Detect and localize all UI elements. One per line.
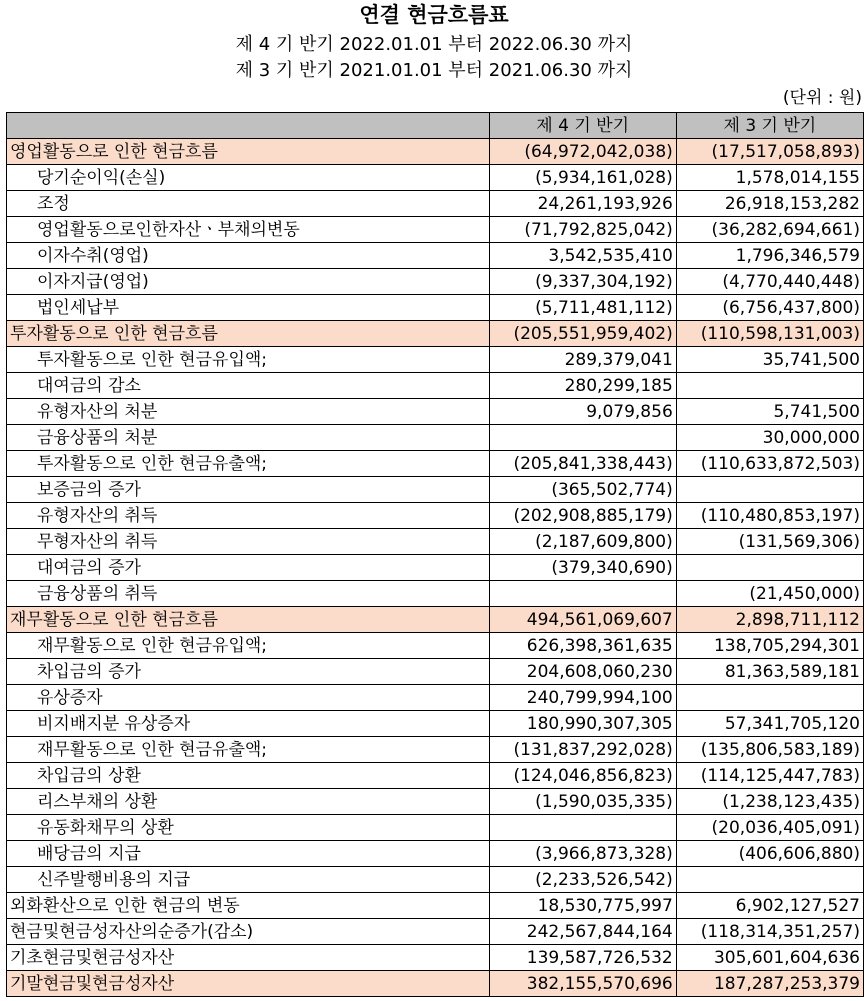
- row-label: 신주발행비용의 지급: [7, 867, 490, 893]
- table-row: [7, 867, 864, 893]
- current-period-value: 280,299,185: [489, 373, 676, 399]
- table-row: [7, 529, 864, 555]
- table-row: [7, 685, 864, 711]
- current-period-value: (5,711,481,112): [489, 295, 676, 321]
- table-row: [7, 373, 864, 399]
- table-row: [7, 919, 864, 945]
- prior-period-value: (110,633,872,503): [676, 451, 863, 477]
- prior-period-value: [676, 867, 863, 893]
- prior-period-value: (110,598,131,003): [676, 321, 863, 347]
- prior-period-value: (118,314,351,257): [676, 919, 863, 945]
- table-row: [7, 139, 864, 165]
- row-label: 금융상품의 취득: [7, 581, 490, 607]
- statement-title: 연결 현금흐름표: [359, 2, 509, 27]
- row-label: 유형자산의 취득: [7, 503, 490, 529]
- current-period-value: 494,561,069,607: [489, 607, 676, 633]
- row-label: 투자활동으로 인한 현금흐름: [7, 321, 490, 347]
- cash-flow-table: [6, 112, 864, 997]
- table-row: [7, 971, 864, 997]
- prior-period-value: 5,741,500: [676, 399, 863, 425]
- header-current-period: 제 4 기 반기: [489, 113, 676, 139]
- current-period-value: (71,792,825,042): [489, 217, 676, 243]
- prior-period-value: (406,606,880): [676, 841, 863, 867]
- current-period-value: (64,972,042,038): [489, 139, 676, 165]
- current-period-value: (205,841,338,443): [489, 451, 676, 477]
- row-label: 투자활동으로 인한 현금유출액;: [7, 451, 490, 477]
- prior-period-value: 305,601,604,636: [676, 945, 863, 971]
- prior-period-value: 81,363,589,181: [676, 659, 863, 685]
- row-label: 영업활동으로인한자산ㆍ부채의변동: [7, 217, 490, 243]
- table-row: [7, 711, 864, 737]
- row-label: 영업활동으로 인한 현금흐름: [7, 139, 490, 165]
- current-period-value: [489, 425, 676, 451]
- current-period-value: (365,502,774): [489, 477, 676, 503]
- row-label: 투자활동으로 인한 현금유입액;: [7, 347, 490, 373]
- prior-period-value: [676, 555, 863, 581]
- row-label: 유상증자: [7, 685, 490, 711]
- table-row: [7, 789, 864, 815]
- table-row: [7, 165, 864, 191]
- row-label: 재무활동으로 인한 현금유입액;: [7, 633, 490, 659]
- table-row: [7, 737, 864, 763]
- table-row: [7, 815, 864, 841]
- prior-period-value: 26,918,153,282: [676, 191, 863, 217]
- prior-period-value: 187,287,253,379: [676, 971, 863, 997]
- row-label: 대여금의 증가: [7, 555, 490, 581]
- prior-period-value: (21,450,000): [676, 581, 863, 607]
- current-period-value: (131,837,292,028): [489, 737, 676, 763]
- row-label: 차입금의 상환: [7, 763, 490, 789]
- prior-period-value: (110,480,853,197): [676, 503, 863, 529]
- row-label: 리스부채의 상환: [7, 789, 490, 815]
- table-row: [7, 217, 864, 243]
- current-period-value: (3,966,873,328): [489, 841, 676, 867]
- current-period-value: 24,261,193,926: [489, 191, 676, 217]
- prior-period-value: [676, 477, 863, 503]
- prior-period-value: (1,238,123,435): [676, 789, 863, 815]
- header-prior-period: 제 3 기 반기: [676, 113, 863, 139]
- current-period-value: (202,908,885,179): [489, 503, 676, 529]
- row-label: 법인세납부: [7, 295, 490, 321]
- current-period-value: [489, 581, 676, 607]
- prior-period-value: 35,741,500: [676, 347, 863, 373]
- period-current: 제 4 기 반기 2022.01.01 부터 2022.06.30 까지: [235, 34, 633, 55]
- prior-period-value: 138,705,294,301: [676, 633, 863, 659]
- table-row: [7, 555, 864, 581]
- unit-label: (단위 : 원): [782, 88, 862, 108]
- prior-period-value: (17,517,058,893): [676, 139, 863, 165]
- prior-period-value: (4,770,440,448): [676, 269, 863, 295]
- table-row: [7, 503, 864, 529]
- table-row: [7, 945, 864, 971]
- current-period-value: 180,990,307,305: [489, 711, 676, 737]
- prior-period-value: 1,578,014,155: [676, 165, 863, 191]
- row-label: 보증금의 증가: [7, 477, 490, 503]
- table-row: [7, 607, 864, 633]
- prior-period-value: 57,341,705,120: [676, 711, 863, 737]
- current-period-value: 18,530,775,997: [489, 893, 676, 919]
- row-label: 유동화채무의 상환: [7, 815, 490, 841]
- row-label: 유형자산의 처분: [7, 399, 490, 425]
- current-period-value: (205,551,959,402): [489, 321, 676, 347]
- table-row: [7, 841, 864, 867]
- row-label: 재무활동으로 인한 현금유출액;: [7, 737, 490, 763]
- current-period-value: (1,590,035,335): [489, 789, 676, 815]
- current-period-value: (2,187,609,800): [489, 529, 676, 555]
- prior-period-value: (131,569,306): [676, 529, 863, 555]
- prior-period-value: 30,000,000: [676, 425, 863, 451]
- prior-period-value: 2,898,711,112: [676, 607, 863, 633]
- row-label: 당기순이익(손실): [7, 165, 490, 191]
- table-row: [7, 659, 864, 685]
- row-label: 차입금의 증가: [7, 659, 490, 685]
- current-period-value: 139,587,726,532: [489, 945, 676, 971]
- table-row: [7, 321, 864, 347]
- table-row: [7, 295, 864, 321]
- current-period-value: [489, 815, 676, 841]
- table-row: [7, 425, 864, 451]
- table-row: [7, 451, 864, 477]
- table-header-row: [7, 113, 864, 139]
- table-row: [7, 633, 864, 659]
- table-row: [7, 581, 864, 607]
- current-period-value: 626,398,361,635: [489, 633, 676, 659]
- row-label: 대여금의 감소: [7, 373, 490, 399]
- period-prior: 제 3 기 반기 2021.01.01 부터 2021.06.30 까지: [235, 60, 633, 81]
- row-label: 조정: [7, 191, 490, 217]
- row-label: 금융상품의 처분: [7, 425, 490, 451]
- current-period-value: (2,233,526,542): [489, 867, 676, 893]
- current-period-value: (379,340,690): [489, 555, 676, 581]
- row-label: 이자수취(영업): [7, 243, 490, 269]
- row-label: 비지배지분 유상증자: [7, 711, 490, 737]
- current-period-value: 242,567,844,164: [489, 919, 676, 945]
- current-period-value: (5,934,161,028): [489, 165, 676, 191]
- prior-period-value: [676, 685, 863, 711]
- prior-period-value: 1,796,346,579: [676, 243, 863, 269]
- table-row: [7, 763, 864, 789]
- prior-period-value: 6,902,127,527: [676, 893, 863, 919]
- prior-period-value: (114,125,447,783): [676, 763, 863, 789]
- table-row: [7, 893, 864, 919]
- row-label: 기초현금및현금성자산: [7, 945, 490, 971]
- row-label: 기말현금및현금성자산: [7, 971, 490, 997]
- row-label: 무형자산의 취득: [7, 529, 490, 555]
- prior-period-value: (135,806,583,189): [676, 737, 863, 763]
- current-period-value: (9,337,304,192): [489, 269, 676, 295]
- table-row: [7, 399, 864, 425]
- prior-period-value: (36,282,694,661): [676, 217, 863, 243]
- current-period-value: 9,079,856: [489, 399, 676, 425]
- row-label: 배당금의 지급: [7, 841, 490, 867]
- table-row: [7, 269, 864, 295]
- current-period-value: 289,379,041: [489, 347, 676, 373]
- table-row: [7, 243, 864, 269]
- table-row: [7, 477, 864, 503]
- current-period-value: 204,608,060,230: [489, 659, 676, 685]
- header-blank: [7, 113, 490, 139]
- table-row: [7, 347, 864, 373]
- row-label: 현금및현금성자산의순증가(감소): [7, 919, 490, 945]
- current-period-value: 3,542,535,410: [489, 243, 676, 269]
- prior-period-value: (6,756,437,800): [676, 295, 863, 321]
- current-period-value: (124,046,856,823): [489, 763, 676, 789]
- current-period-value: 240,799,994,100: [489, 685, 676, 711]
- current-period-value: 382,155,570,696: [489, 971, 676, 997]
- prior-period-value: (20,036,405,091): [676, 815, 863, 841]
- row-label: 외화환산으로 인한 현금의 변동: [7, 893, 490, 919]
- row-label: 재무활동으로 인한 현금흐름: [7, 607, 490, 633]
- table-row: [7, 191, 864, 217]
- row-label: 이자지급(영업): [7, 269, 490, 295]
- prior-period-value: [676, 373, 863, 399]
